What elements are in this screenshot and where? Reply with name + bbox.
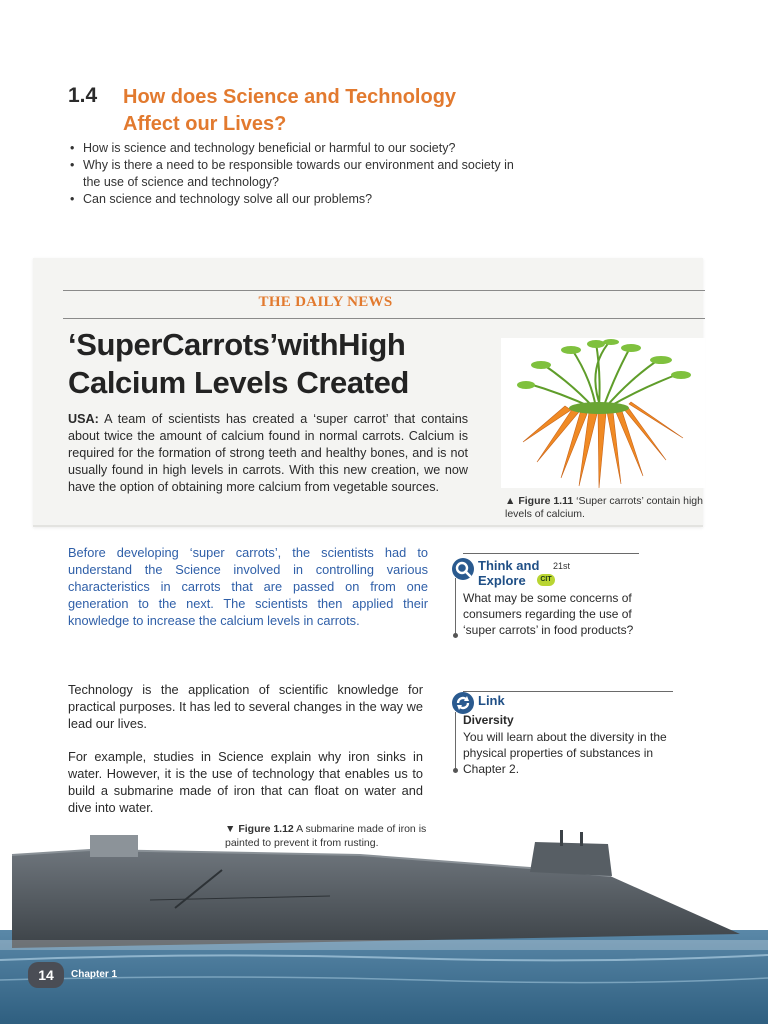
news-headline: ‘SuperCarrots’withHigh Calcium Levels Created — [68, 327, 409, 400]
news-body-text: A team of scientists has created a ‘super carrot’ that contains about twice the amount of calcium found in normal carrots. Calcium is required for the formation of strong teeth and healthy bones, and is not usually found in high levels in carrots. With this new creation, we now have the option of obtaining more calcium from vegetable sources. — [68, 412, 468, 494]
cit-badge: CIT — [537, 574, 555, 586]
think-explore-title: Think and — [478, 558, 540, 573]
link-end-dot — [453, 768, 458, 773]
carrot-photo — [501, 338, 705, 488]
figure-caption-text: ‘Super carrots’ contain high levels of calcium. — [505, 495, 703, 520]
news-dateline: USA: — [68, 412, 99, 426]
question-item: • Can science and technology solve all our problems? — [70, 191, 530, 208]
news-article-body — [68, 411, 468, 496]
masthead-rule-top — [63, 290, 705, 291]
page-number: 14 — [28, 962, 64, 988]
figure-label: Figure 1.11 — [518, 495, 574, 507]
figure-label: Figure 1.12 — [238, 823, 294, 835]
technology-paragraph-1: Technology is the application of scientific knowledge for practical purposes. It has led to several changes in the way we lead our lives. — [68, 682, 423, 731]
highlight-paragraph: Before developing ‘super carrots’, the scientists had to understand the Science involved in controlling various characteristics in carrots that are passed on from one generation to the next. The scientists then applied their knowledge to increase the calcium levels in carrots. — [68, 545, 428, 628]
figure-1-11-caption — [505, 495, 705, 521]
link-title: Link — [478, 693, 505, 708]
figure-caption-text: A submarine made of iron is painted to prevent it from rusting. — [225, 823, 427, 849]
section-title: How does Science and Technology Affect our Lives? — [123, 86, 457, 135]
question-item: • How is science and technology beneficial or harmful to our society? — [70, 140, 530, 157]
chapter-label: Chapter 1 — [71, 969, 118, 980]
technology-paragraph-2: For example, studies in Science explain why iron sinks in water. However, it is the use of technology that enables us to build a submarine made of iron that can float on water and dive into water. — [68, 749, 423, 815]
carrot-bunch-illustration — [501, 338, 705, 488]
guiding-questions — [70, 140, 530, 208]
link-subtitle: Diversity — [463, 713, 514, 727]
newspaper-masthead: THE DAILY NEWS — [258, 294, 393, 310]
think-explore-rule — [463, 553, 639, 554]
think-explore-title-2: Explore — [478, 573, 526, 588]
21st-century-badge: 21st — [553, 561, 571, 571]
section-number: 1.4 — [68, 84, 98, 107]
think-explore-icon — [450, 556, 476, 587]
think-explore-end-dot — [453, 633, 458, 638]
triangle-down-icon: ▼ — [225, 823, 236, 835]
submarine-illustration — [0, 830, 768, 1024]
masthead-rule-bottom — [63, 318, 705, 319]
link-rule — [463, 691, 673, 692]
question-item: • Why is there a need to be responsible towards our environment and society in the use of science and technology? — [70, 157, 530, 191]
link-text: You will learn about the diversity in the physical properties of substances in Chapter 2. — [463, 730, 667, 776]
submarine-photo — [0, 830, 768, 1024]
triangle-up-icon: ▲ — [505, 495, 516, 507]
think-explore-question: What may be some concerns of consumers regarding the use of ‘super carrots’ in food products? — [463, 591, 634, 637]
figure-1-12-caption — [225, 822, 435, 850]
